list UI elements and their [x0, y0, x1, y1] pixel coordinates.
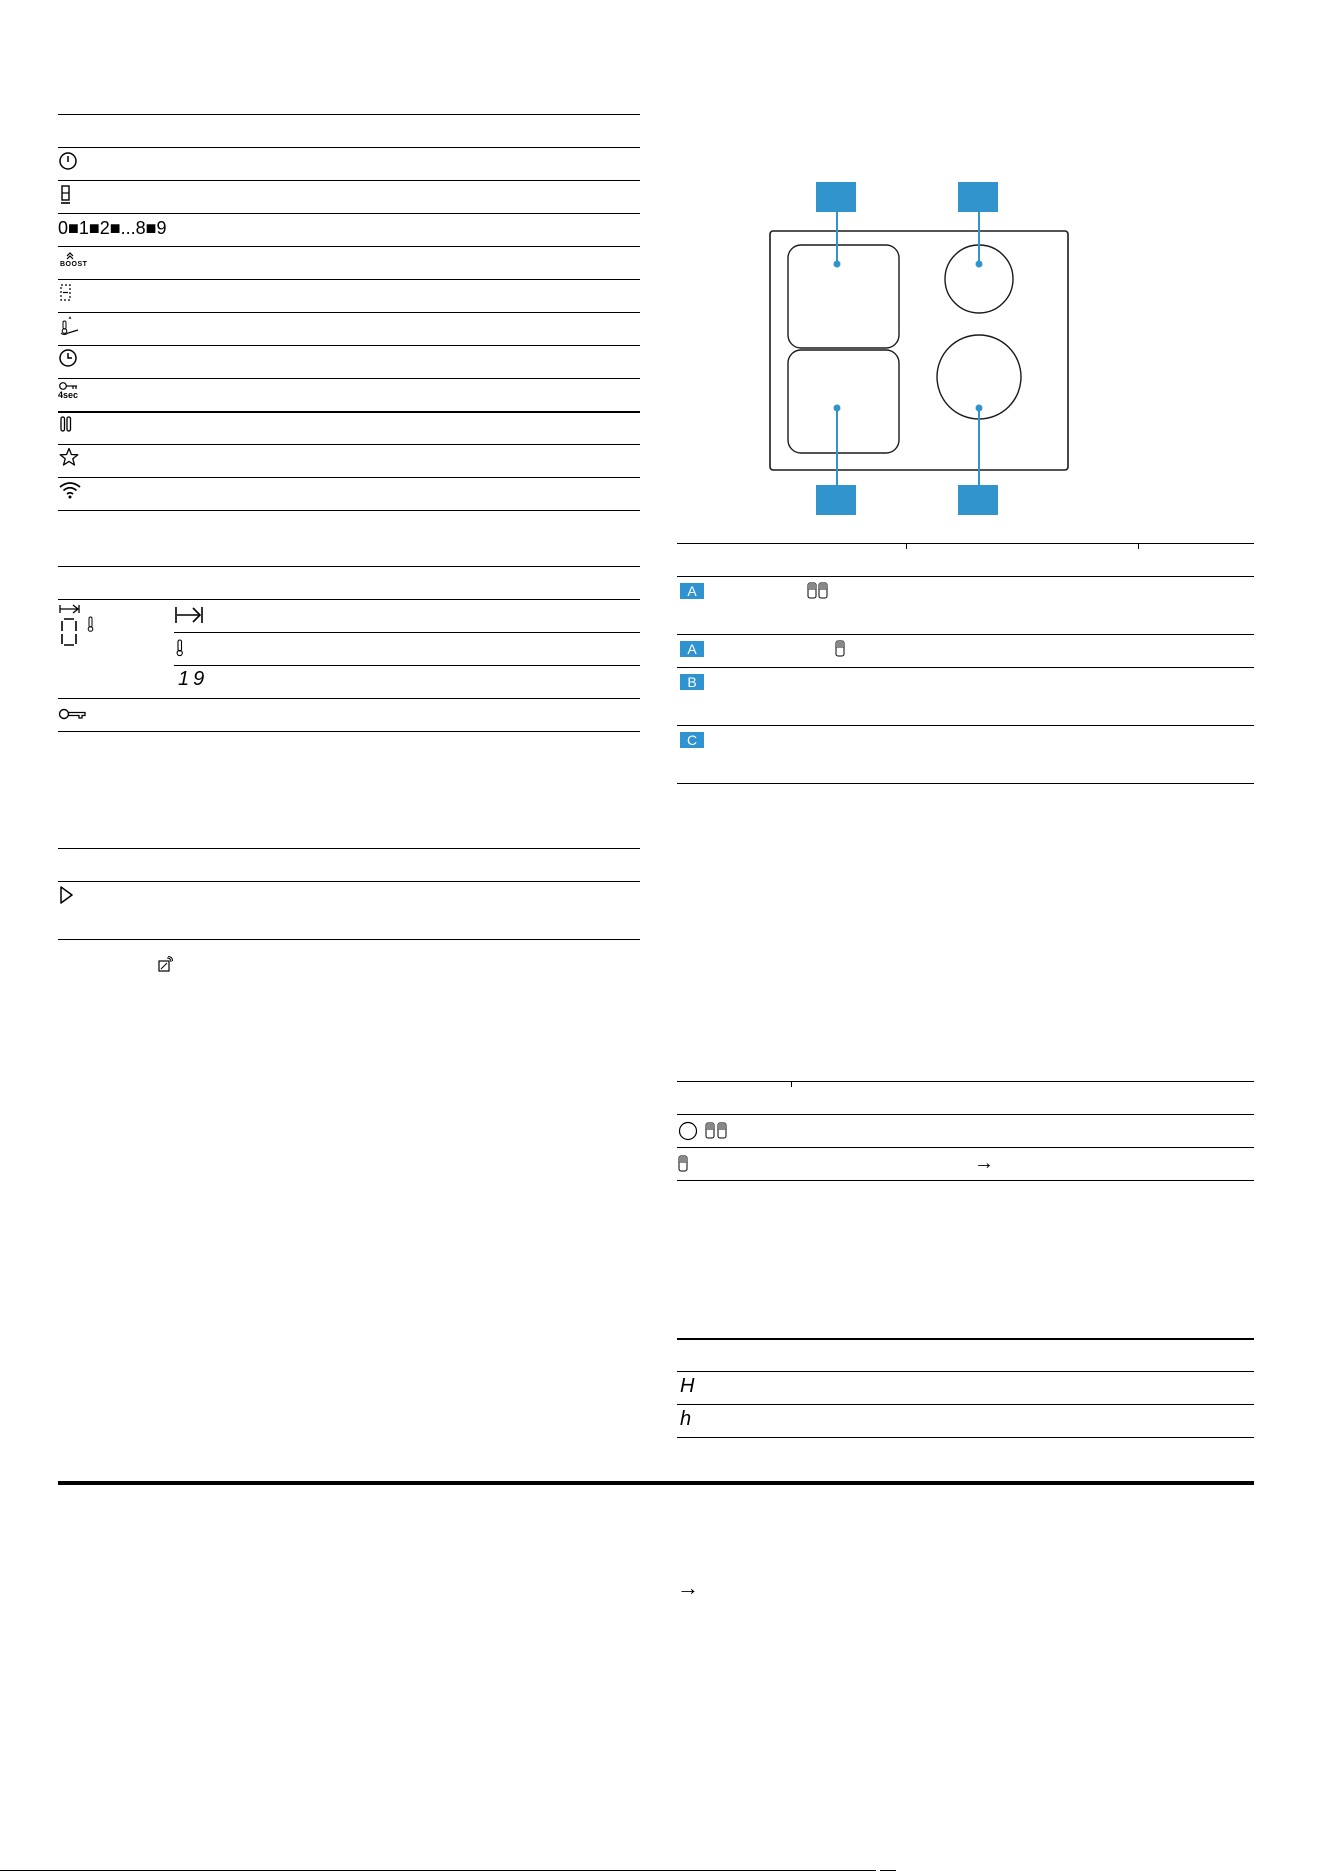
table-rule	[58, 246, 640, 247]
zone-badge: A	[680, 583, 704, 599]
zone-callout-rear-right	[958, 182, 998, 212]
table-rule	[58, 378, 640, 379]
remote-start-icon	[156, 956, 174, 974]
table-rule	[58, 147, 640, 148]
table-rule	[677, 1180, 1254, 1181]
table-rule	[58, 510, 640, 511]
power-level-scale: 0■1■2■...8■9	[58, 218, 167, 238]
wifi-icon	[58, 480, 82, 500]
table-rule	[58, 939, 640, 940]
table-rule	[58, 213, 640, 214]
table-rule	[58, 312, 640, 313]
heat-level-display-icon	[58, 184, 74, 206]
table-rule	[58, 731, 640, 732]
residual-heat-low-symbol: h	[680, 1408, 692, 1430]
digit-display-with-arrow-icon	[58, 603, 98, 661]
table-rule	[677, 1371, 1254, 1372]
table-rule	[174, 632, 640, 633]
table-rule	[58, 848, 640, 849]
zone-badge: B	[680, 674, 704, 690]
table-rule	[58, 698, 640, 699]
zone-badge: C	[680, 732, 704, 748]
power-icon	[58, 151, 78, 171]
arrow-symbol: →	[974, 1152, 994, 1174]
table-rule	[58, 180, 640, 181]
table-rule	[58, 881, 640, 882]
single-bar-icon	[678, 1153, 690, 1175]
table-rule	[677, 634, 1254, 635]
table-rule	[58, 279, 640, 280]
table-rule	[58, 599, 640, 600]
table-rule	[58, 444, 640, 445]
single-residual-heat-icon	[834, 640, 846, 658]
boost-label: BOOST	[60, 261, 88, 268]
zone-callout-front-left	[816, 182, 856, 212]
pause-icon	[58, 414, 74, 434]
lock-duration-label: 4sec	[58, 390, 79, 400]
table-rule	[677, 1338, 1254, 1340]
zone-callout-rear-left	[816, 485, 856, 515]
table-rule	[58, 477, 640, 478]
table-rule	[58, 411, 640, 413]
circle-double-bar-icon	[678, 1120, 734, 1142]
table-rule	[677, 1404, 1254, 1405]
thermometer-icon	[174, 638, 186, 658]
table-rule	[677, 1437, 1254, 1438]
table-rule	[677, 667, 1254, 668]
zone-callout-front-right	[958, 485, 998, 515]
frying-sensor-icon	[58, 315, 82, 337]
table-rule	[58, 114, 640, 115]
key-lock-icon	[58, 704, 88, 724]
hob-cooking-zones-diagram	[760, 180, 1070, 520]
table-rule	[58, 566, 640, 567]
table-rule	[677, 543, 1254, 544]
digits-display: 19	[178, 668, 209, 690]
zone-badge: A	[680, 641, 704, 657]
table-rule	[677, 1114, 1254, 1115]
double-residual-heat-icon	[806, 582, 830, 600]
table-rule	[174, 665, 640, 666]
table-rule	[677, 576, 1254, 577]
table-rule	[677, 725, 1254, 726]
footer-rule	[0, 1870, 876, 1871]
footer-rule	[880, 1870, 896, 1871]
timer-icon	[58, 348, 78, 368]
table-rule	[677, 1081, 1254, 1082]
arrow-symbol: →	[677, 1575, 699, 1600]
play-triangle-icon	[58, 885, 76, 905]
table-rule	[58, 345, 640, 346]
column-tick	[906, 543, 907, 549]
column-tick	[1138, 543, 1139, 549]
section-divider	[58, 1481, 1254, 1485]
favourite-star-icon	[58, 447, 80, 467]
column-tick	[791, 1081, 792, 1087]
move-arrow-icon	[174, 605, 204, 625]
flex-zone-icon	[58, 283, 74, 303]
table-rule	[677, 1147, 1254, 1148]
residual-heat-high-symbol: H	[680, 1375, 695, 1397]
table-rule	[677, 783, 1254, 784]
